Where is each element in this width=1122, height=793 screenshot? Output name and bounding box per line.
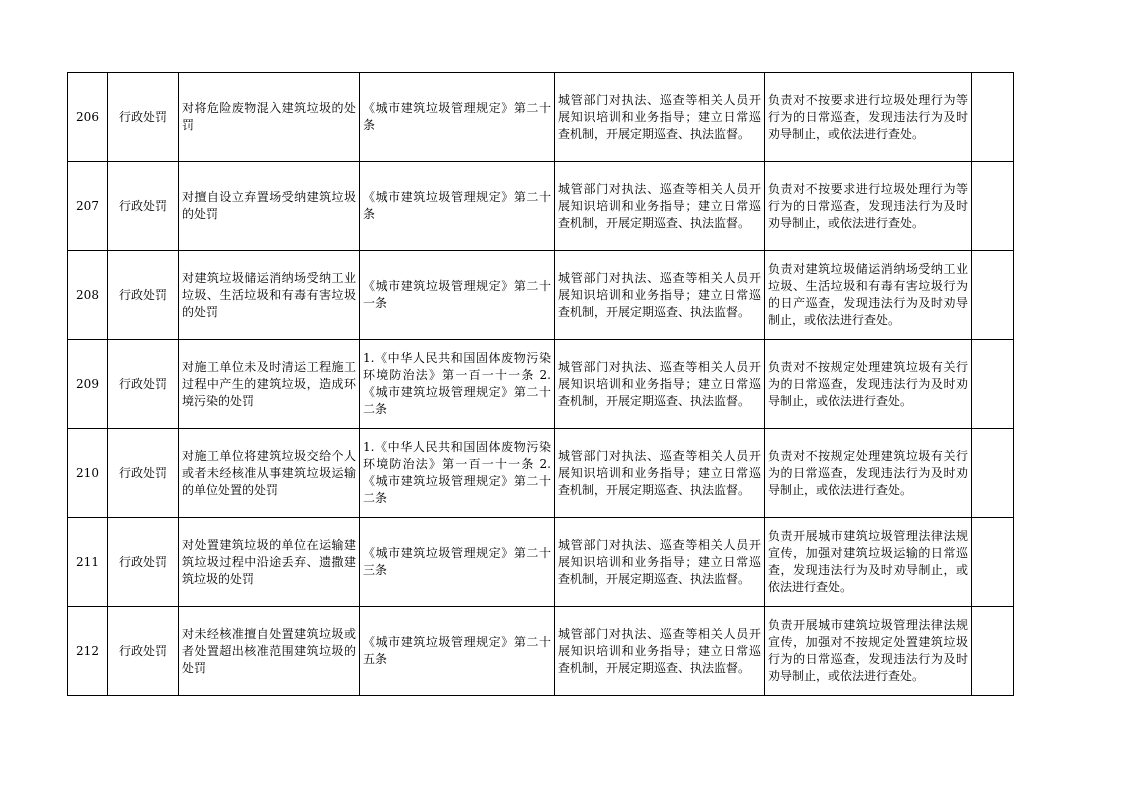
duty-description: 负责对建筑垃圾储运消纳场受纳工业垃圾、生活垃圾和有毒有害垃圾行为的日产巡查，发现违法行为及时劝导制止，或依法进行查处。 <box>765 251 972 340</box>
table-row <box>68 429 1014 518</box>
power-item: 对擅自设立弃置场受纳建筑垃圾的处罚 <box>179 162 360 251</box>
supervision-responsibility: 城管部门对执法、巡查等相关人员开展知识培训和业务指导；建立日常巡查机制，开展定期巡查、执法监督。 <box>555 340 765 429</box>
table-row <box>68 162 1014 251</box>
supervision-responsibility: 城管部门对执法、巡查等相关人员开展知识培训和业务指导；建立日常巡查机制，开展定期巡查、执法监督。 <box>555 162 765 251</box>
legal-basis: 《城市建筑垃圾管理规定》第二十五条 <box>360 607 555 696</box>
row-number: 211 <box>68 518 108 607</box>
remark <box>972 518 1014 607</box>
supervision-responsibility: 城管部门对执法、巡查等相关人员开展知识培训和业务指导；建立日常巡查机制，开展定期巡查、执法监督。 <box>555 518 765 607</box>
supervision-responsibility: 城管部门对执法、巡查等相关人员开展知识培训和业务指导；建立日常巡查机制，开展定期巡查、执法监督。 <box>555 73 765 162</box>
power-type: 行政处罚 <box>108 251 179 340</box>
row-number: 208 <box>68 251 108 340</box>
power-type: 行政处罚 <box>108 340 179 429</box>
remark <box>972 340 1014 429</box>
table-row <box>68 518 1014 607</box>
remark <box>972 162 1014 251</box>
duty-description: 负责对不按规定处理建筑垃圾有关行为的日常巡查，发现违法行为及时劝导制止，或依法进行查处。 <box>765 429 972 518</box>
table-row <box>68 340 1014 429</box>
supervision-responsibility: 城管部门对执法、巡查等相关人员开展知识培训和业务指导；建立日常巡查机制，开展定期巡查、执法监督。 <box>555 251 765 340</box>
power-item: 对施工单位未及时清运工程施工过程中产生的建筑垃圾，造成环境污染的处罚 <box>179 340 360 429</box>
duty-description: 负责对不按要求进行垃圾处理行为等行为的日常巡查，发现违法行为及时劝导制止，或依法进行查处。 <box>765 162 972 251</box>
power-item: 对处置建筑垃圾的单位在运输建筑垃圾过程中沿途丢弃、遗撒建筑垃圾的处罚 <box>179 518 360 607</box>
remark <box>972 73 1014 162</box>
supervision-responsibility: 城管部门对执法、巡查等相关人员开展知识培训和业务指导；建立日常巡查机制，开展定期巡查、执法监督。 <box>555 429 765 518</box>
row-number: 206 <box>68 73 108 162</box>
power-item: 对未经核准擅自处置建筑垃圾或者处置超出核准范围建筑垃圾的处罚 <box>179 607 360 696</box>
power-type: 行政处罚 <box>108 162 179 251</box>
legal-basis: 《城市建筑垃圾管理规定》第二十条 <box>360 162 555 251</box>
legal-basis: 1.《中华人民共和国固体废物污染环境防治法》第一百一十一条 2.《城市建筑垃圾管理规定》第二十二条 <box>360 429 555 518</box>
row-number: 210 <box>68 429 108 518</box>
row-number: 212 <box>68 607 108 696</box>
legal-basis: 《城市建筑垃圾管理规定》第二十一条 <box>360 251 555 340</box>
legal-basis: 《城市建筑垃圾管理规定》第二十条 <box>360 73 555 162</box>
table-row <box>68 73 1014 162</box>
power-type: 行政处罚 <box>108 73 179 162</box>
remark <box>972 429 1014 518</box>
remark <box>972 251 1014 340</box>
table-row <box>68 607 1014 696</box>
power-item: 对建筑垃圾储运消纳场受纳工业垃圾、生活垃圾和有毒有害垃圾的处罚 <box>179 251 360 340</box>
power-type: 行政处罚 <box>108 518 179 607</box>
duty-description: 负责开展城市建筑垃圾管理法律法规宣传，加强对建筑垃圾运输的日常巡查，发现违法行为及时劝导制止，或依法进行查处。 <box>765 518 972 607</box>
supervision-responsibility: 城管部门对执法、巡查等相关人员开展知识培训和业务指导；建立日常巡查机制，开展定期巡查、执法监督。 <box>555 607 765 696</box>
legal-basis: 1.《中华人民共和国固体废物污染环境防治法》第一百一十一条 2.《城市建筑垃圾管理规定》第二十二条 <box>360 340 555 429</box>
duty-description: 负责开展城市建筑垃圾管理法律法规宣传，加强对不按规定处置建筑垃圾行为的日常巡查，发现违法行为及时劝导制止，或依法进行查处。 <box>765 607 972 696</box>
power-item: 对将危险废物混入建筑垃圾的处罚 <box>179 73 360 162</box>
remark <box>972 607 1014 696</box>
power-item: 对施工单位将建筑垃圾交给个人或者未经核准从事建筑垃圾运输的单位处置的处罚 <box>179 429 360 518</box>
duty-description: 负责对不按要求进行垃圾处理行为等行为的日常巡查，发现违法行为及时劝导制止，或依法进行查处。 <box>765 73 972 162</box>
row-number: 209 <box>68 340 108 429</box>
table-row <box>68 251 1014 340</box>
power-type: 行政处罚 <box>108 429 179 518</box>
row-number: 207 <box>68 162 108 251</box>
power-list-table <box>67 72 1014 696</box>
legal-basis: 《城市建筑垃圾管理规定》第二十三条 <box>360 518 555 607</box>
power-type: 行政处罚 <box>108 607 179 696</box>
duty-description: 负责对不按规定处理建筑垃圾有关行为的日常巡查，发现违法行为及时劝导制止，或依法进行查处。 <box>765 340 972 429</box>
